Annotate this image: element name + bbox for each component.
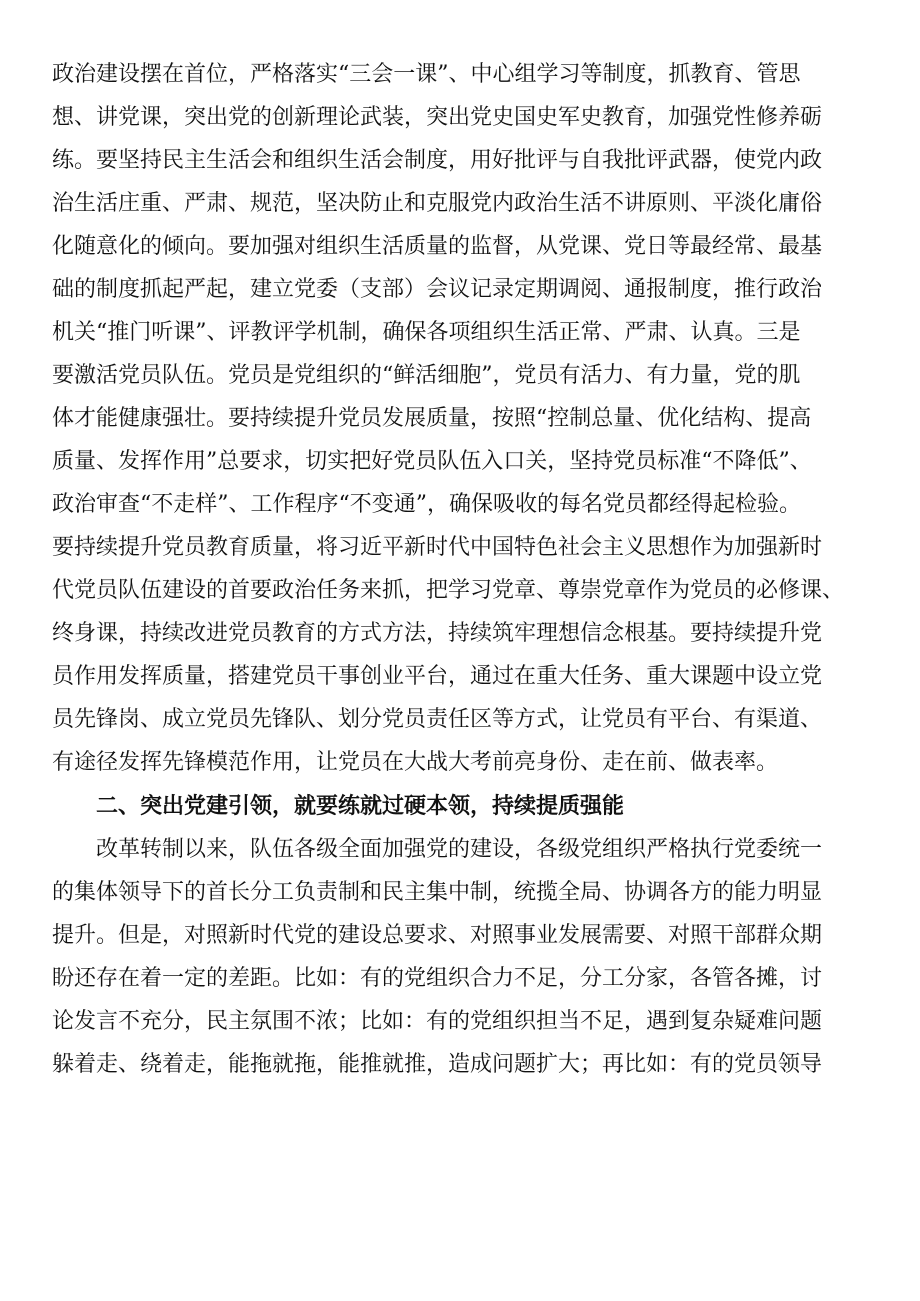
paragraph-2-line-3: 提升。但是，对照新时代党的建设总要求、对照事业发展需要、对照干部群众期 [52,923,823,948]
paragraph-1-line-3: 练。要坚持民主生活会和组织生活会制度，用好批评与自我批评武器，使党内政 [52,148,823,173]
paragraph-2-line-1: 改革转制以来，队伍各级全面加强党的建设，各级党组织严格执行党委统一 [96,837,823,862]
paragraph-1-line-14: 终身课，持续改进党员教育的方式方法，持续筑牢理想信念根基。要持续提升党 [52,621,823,646]
paragraph-2-line-4: 盼还存在着一定的差距。比如：有的党组织合力不足，分工分家，各管各摊，讨 [52,966,823,991]
paragraph-1-line-8: 要激活党员队伍。党员是党组织的“鲜活细胞”，党员有活力、有力量，党的肌 [52,363,801,388]
paragraph-1-line-10: 质量、发挥作用”总要求，切实把好党员队伍入口关，坚持党员标准“不降低”、 [52,449,812,474]
section-heading: 二、突出党建引领，就要练就过硬本领，持续提质强能 [96,794,625,819]
paragraph-2-line-6: 躲着走、绕着走，能拖就拖，能推就推，造成问题扩大；再比如：有的党员领导 [52,1052,823,1077]
paragraph-1-line-7: 机关“推门听课”、评教评学机制，确保各项组织生活正常、严肃、认真。三是 [52,320,801,345]
paragraph-1-line-11: 政治审查“不走样”、工作程序“不变通”，确保吸收的每名党员都经得起检验。 [52,492,801,517]
paragraph-1-line-5: 化随意化的倾向。要加强对组织生活质量的监督，从党课、党日等最经常、最基 [52,234,823,259]
paragraph-1-line-6: 础的制度抓起严起，建立党委（支部）会议记录定期调阅、通报制度，推行政治 [52,277,823,302]
paragraph-1-line-4: 治生活庄重、严肃、规范，坚决防止和克服党内政治生活不讲原则、平淡化庸俗 [52,191,823,216]
paragraph-1-line-1: 政治建设摆在首位，严格落实“三会一课”、中心组学习等制度，抓教育、管思 [52,62,801,87]
paragraph-1-line-2: 想、讲党课，突出党的创新理论武装，突出党史国史军史教育，加强党性修养砺 [52,105,823,130]
paragraph-2-line-2: 的集体领导下的首长分工负责制和民主集中制，统揽全局、协调各方的能力明显 [52,880,823,905]
paragraph-1-line-12: 要持续提升党员教育质量，将习近平新时代中国特色社会主义思想作为加强新时 [52,535,823,560]
paragraph-1-line-15: 员作用发挥质量，搭建党员干事创业平台，通过在重大任务、重大课题中设立党 [52,664,823,689]
paragraph-1-line-16: 员先锋岗、成立党员先锋队、划分党员责任区等方式，让党员有平台、有渠道、 [52,707,823,732]
paragraph-1-line-17: 有途径发挥先锋模范作用，让党员在大战大考前亮身份、走在前、做表率。 [52,750,779,775]
paragraph-1-line-9: 体才能健康强壮。要持续提升党员发展质量，按照“控制总量、优化结构、提高 [52,406,812,431]
paragraph-1-line-13: 代党员队伍建设的首要政治任务来抓，把学习党章、尊崇党章作为党员的必修课、 [52,578,845,603]
paragraph-2-line-5: 论发言不充分，民主氛围不浓；比如：有的党组织担当不足，遇到复杂疑难问题 [52,1009,823,1034]
